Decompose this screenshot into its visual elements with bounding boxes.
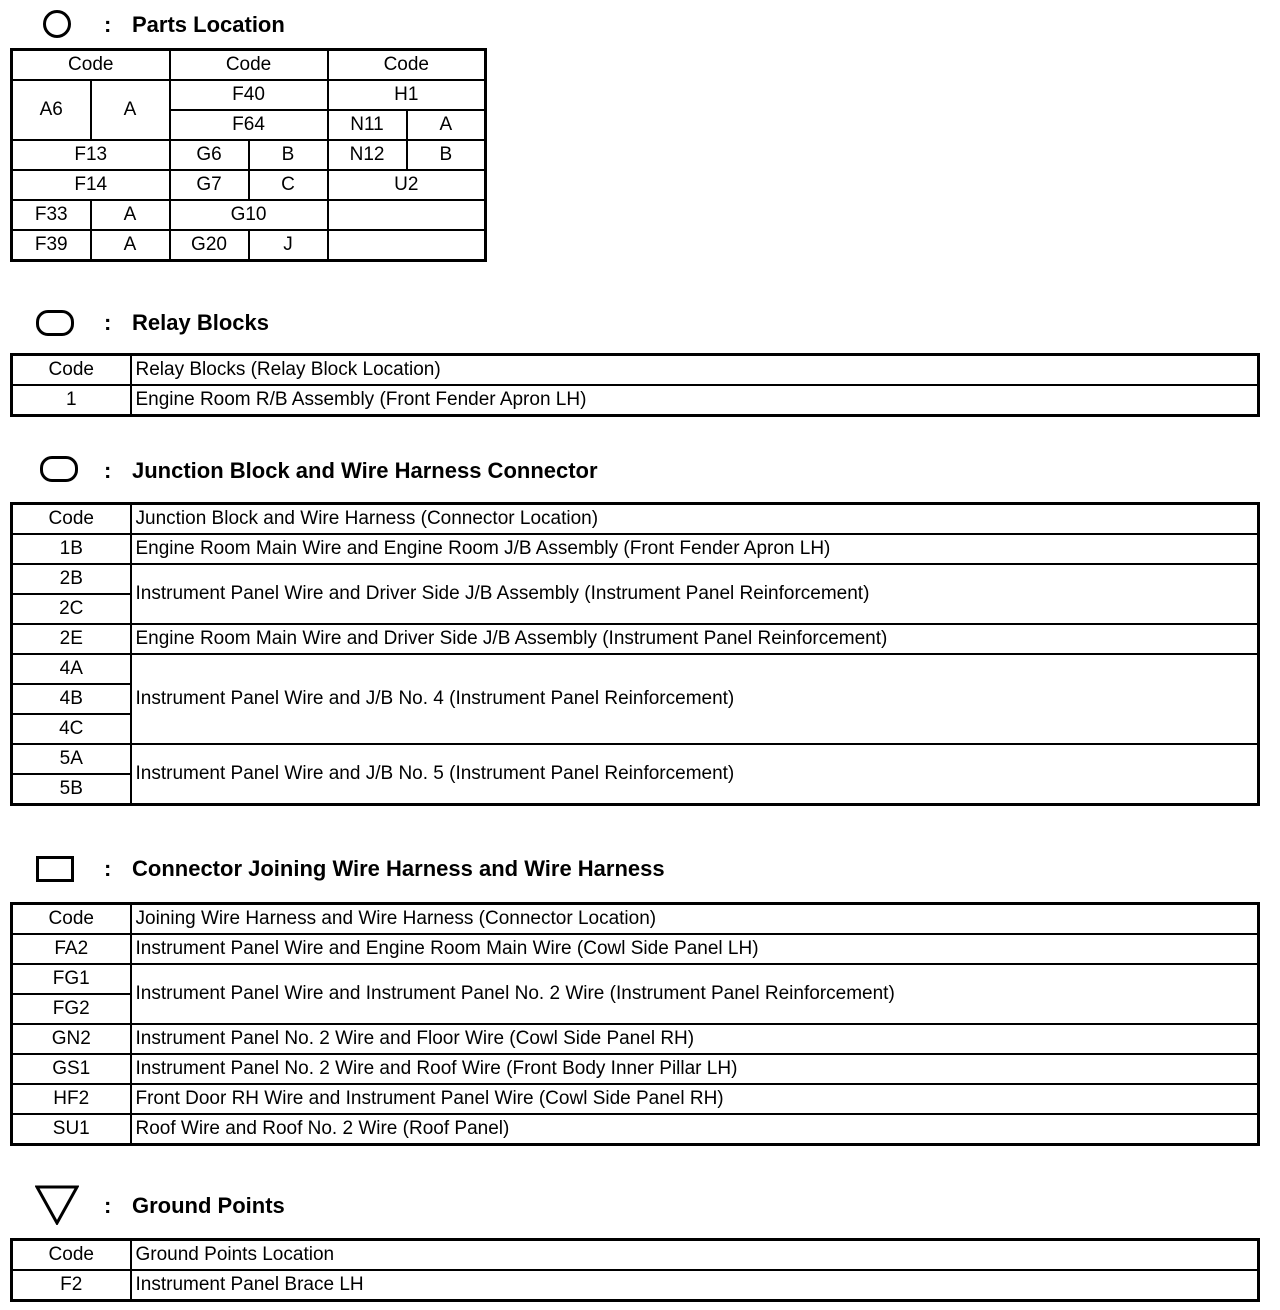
- section-title: Connector Joining Wire Harness and Wire Harness: [132, 856, 665, 881]
- table-row: [12, 534, 1259, 564]
- table-row: [12, 1084, 1259, 1114]
- circle-icon: [43, 10, 71, 38]
- section-title: Junction Block and Wire Harness Connector: [132, 458, 598, 483]
- description-cell: Instrument Panel Wire and Engine Room Main Wire (Cowl Side Panel LH): [131, 934, 1259, 964]
- heading-colon: :: [104, 1193, 112, 1218]
- code-cell: SU1: [12, 1114, 131, 1145]
- sub-code-cell: C: [249, 170, 328, 200]
- code-cell: F2: [12, 1270, 131, 1301]
- code-cell: F14: [12, 170, 170, 200]
- parts-location-table: [10, 48, 487, 262]
- parts-location-heading: [0, 4, 700, 44]
- table-header-row: [12, 355, 1259, 386]
- description-header: Junction Block and Wire Harness (Connector Location): [131, 504, 1259, 535]
- junction-block-section: [0, 448, 1280, 828]
- table-row: [12, 654, 1259, 684]
- table-header-row: [12, 50, 486, 81]
- ground-points-heading: [0, 1185, 700, 1225]
- description-header: Relay Blocks (Relay Block Location): [131, 355, 1259, 386]
- description-cell: Instrument Panel No. 2 Wire and Roof Wire (Front Body Inner Pillar LH): [131, 1054, 1259, 1084]
- description-cell: Engine Room Main Wire and Driver Side J/B Assembly (Instrument Panel Reinforcement): [131, 624, 1259, 654]
- code-cell: 1B: [12, 534, 131, 564]
- table-row: [12, 564, 1259, 594]
- junction-block-table: [10, 502, 1260, 806]
- description-header: Ground Points Location: [131, 1240, 1259, 1271]
- section-title: Parts Location: [132, 12, 285, 37]
- relay-blocks-heading: [0, 302, 700, 342]
- description-cell: Engine Room R/B Assembly (Front Fender Apron LH): [131, 385, 1259, 416]
- code-header: Code: [12, 904, 131, 935]
- relay-blocks-section: [0, 300, 1280, 430]
- code-cell: FG1: [12, 964, 131, 994]
- code-header: Code: [12, 355, 131, 386]
- code-cell: F64: [170, 110, 328, 140]
- table-row: [12, 200, 486, 230]
- code-cell: GS1: [12, 1054, 131, 1084]
- description-cell: Front Door RH Wire and Instrument Panel Wire (Cowl Side Panel RH): [131, 1084, 1259, 1114]
- code-cell: G10: [170, 200, 328, 230]
- triangle-down-icon: [35, 1185, 79, 1225]
- code-cell: HF2: [12, 1084, 131, 1114]
- description-cell: Instrument Panel Brace LH: [131, 1270, 1259, 1301]
- section-title: Ground Points: [132, 1193, 285, 1218]
- description-cell: Roof Wire and Roof No. 2 Wire (Roof Panel): [131, 1114, 1259, 1145]
- code-cell: 2C: [12, 594, 131, 624]
- code-cell: FG2: [12, 994, 131, 1024]
- code-cell: 2B: [12, 564, 131, 594]
- table-header-row: [12, 904, 1259, 935]
- code-cell: FA2: [12, 934, 131, 964]
- code-header: Code: [12, 504, 131, 535]
- code-cell: F39: [12, 230, 91, 261]
- code-cell: F33: [12, 200, 91, 230]
- heading-colon: :: [104, 12, 112, 37]
- sub-code-cell: B: [407, 140, 486, 170]
- sub-code-cell: J: [249, 230, 328, 261]
- table-row: [12, 964, 1259, 994]
- sub-code-cell: A: [91, 80, 170, 140]
- empty-cell: [328, 230, 486, 261]
- code-cell: F13: [12, 140, 170, 170]
- table-row: [12, 934, 1259, 964]
- heading-colon: :: [104, 856, 112, 881]
- parts-location-section: [0, 0, 1280, 280]
- rectangle-icon: [36, 856, 74, 882]
- table-row: [12, 140, 486, 170]
- table-row: [12, 170, 486, 200]
- code-header: Code: [12, 1240, 131, 1271]
- junction-block-heading: [0, 450, 800, 490]
- table-row: [12, 1114, 1259, 1145]
- code-cell: 5A: [12, 744, 131, 774]
- relay-blocks-table: [10, 353, 1260, 417]
- code-cell: N11: [328, 110, 407, 140]
- description-header: Joining Wire Harness and Wire Harness (Connector Location): [131, 904, 1259, 935]
- header-cell: Code: [170, 50, 328, 81]
- connector-heading: [0, 848, 800, 888]
- description-cell: Instrument Panel Wire and J/B No. 5 (Instrument Panel Reinforcement): [131, 744, 1259, 805]
- table-header-row: [12, 1240, 1259, 1271]
- table-row: [12, 1024, 1259, 1054]
- oval-icon: [36, 310, 74, 336]
- oval-icon: [40, 456, 78, 482]
- description-cell: Instrument Panel Wire and J/B No. 4 (Instrument Panel Reinforcement): [131, 654, 1259, 744]
- table-row: [12, 230, 486, 261]
- section-title: Relay Blocks: [132, 310, 269, 335]
- empty-cell: [328, 200, 486, 230]
- description-cell: Instrument Panel Wire and Instrument Panel No. 2 Wire (Instrument Panel Reinforcement): [131, 964, 1259, 1024]
- sub-code-cell: A: [407, 110, 486, 140]
- code-cell: 4B: [12, 684, 131, 714]
- heading-colon: :: [104, 458, 112, 483]
- connector-section: [0, 848, 1280, 1168]
- code-cell: N12: [328, 140, 407, 170]
- code-cell: F40: [170, 80, 328, 110]
- code-cell: 4A: [12, 654, 131, 684]
- heading-colon: :: [104, 310, 112, 335]
- code-cell: 1: [12, 385, 131, 416]
- ground-points-table: [10, 1238, 1260, 1302]
- code-cell: 5B: [12, 774, 131, 805]
- code-cell: G6: [170, 140, 249, 170]
- description-cell: Instrument Panel Wire and Driver Side J/B Assembly (Instrument Panel Reinforcement): [131, 564, 1259, 624]
- table-row: [12, 1270, 1259, 1301]
- description-cell: Engine Room Main Wire and Engine Room J/B Assembly (Front Fender Apron LH): [131, 534, 1259, 564]
- sub-code-cell: A: [91, 230, 170, 261]
- table-row: [12, 80, 486, 110]
- description-cell: Instrument Panel No. 2 Wire and Floor Wire (Cowl Side Panel RH): [131, 1024, 1259, 1054]
- code-cell: H1: [328, 80, 486, 110]
- header-cell: Code: [12, 50, 170, 81]
- code-cell: GN2: [12, 1024, 131, 1054]
- table-row: [12, 385, 1259, 416]
- code-cell: U2: [328, 170, 486, 200]
- table-row: [12, 744, 1259, 774]
- code-cell: 2E: [12, 624, 131, 654]
- ground-points-section: [0, 1183, 1280, 1308]
- code-cell: G20: [170, 230, 249, 261]
- sub-code-cell: B: [249, 140, 328, 170]
- code-cell: A6: [12, 80, 91, 140]
- connector-table: [10, 902, 1260, 1146]
- table-row: [12, 1054, 1259, 1084]
- sub-code-cell: A: [91, 200, 170, 230]
- code-cell: G7: [170, 170, 249, 200]
- code-cell: 4C: [12, 714, 131, 744]
- table-row: [12, 624, 1259, 654]
- table-header-row: [12, 504, 1259, 535]
- header-cell: Code: [328, 50, 486, 81]
